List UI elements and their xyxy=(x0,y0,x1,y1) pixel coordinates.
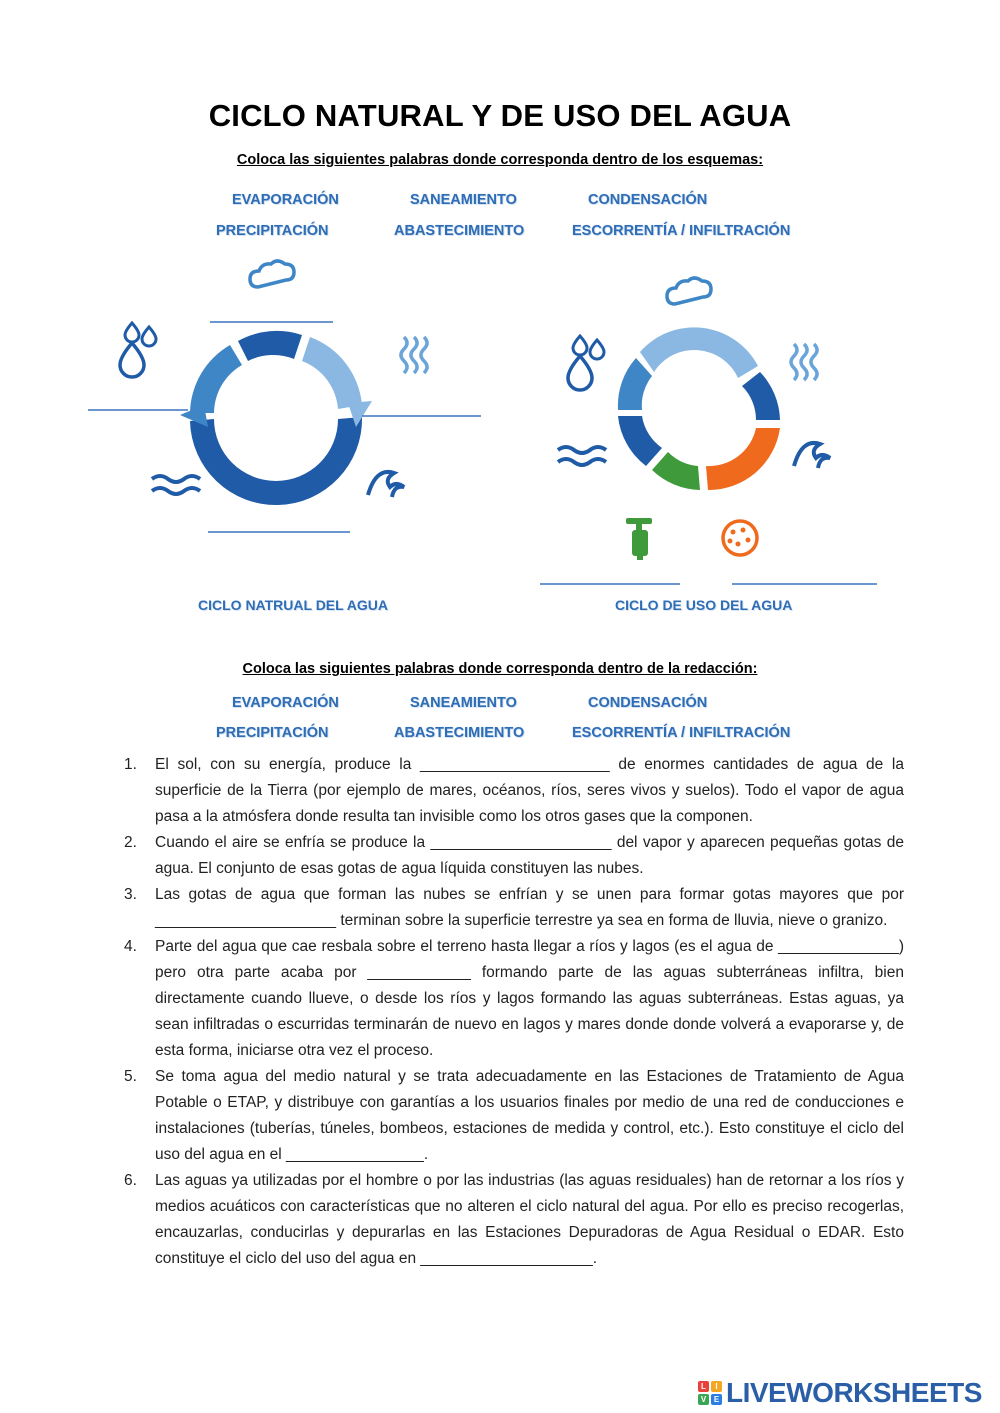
word-saneamiento[interactable]: SANEAMIENTO xyxy=(410,192,517,208)
list-item: 1. El sol, con su energía, produce la ______________________ de enormes cantidades de agua de la superficie de la Tierra (por ejemplo de mares, océanos, ríos, seres vivos y suelos). Todo el vapor de agua pasa a la atmósfera donde resulta tan invisible como los otros gases que la componen. xyxy=(124,756,904,825)
cloud-icon xyxy=(250,261,294,287)
brand-name: LIVEWORKSHEETS xyxy=(726,1377,982,1408)
list-item: 5. Se toma agua del medio natural y se trata adecuadamente en las Estaciones de Tratamiento de Agua Potable o ETAP, y distribuye con garantías a los usuarios finales por medio de una red de conducciones e instalaciones (tuberías, túneles, bombeos, estaciones de medida y control, etc.). Esto constituye el ciclo del uso del agua en el ________________. xyxy=(124,1068,904,1163)
logo-icon: L I V E xyxy=(698,1381,722,1405)
cloud-icon xyxy=(667,278,711,304)
list-item: 3. Las gotas de agua que forman las nubes se enfrían y se unen para formar gotas mayores que por _____________________ terminan sobre la superficie terrestre ya sea en forma de lluvia, nieve o granizo. xyxy=(124,886,904,929)
list-item: 4. Parte del agua que cae resbala sobre el terreno hasta llegar a ríos y lagos (es el agua de ______________) pero otra parte acaba por ____________ formando parte de las aguas subterráneas infiltra, bien directamente cuando llueve, o desde los ríos y lagos formando las aguas subterráneas. Estas aguas, ya sean infiltradas o escurridas terminarán de nuevo en lagos y mares donde donde volverá a evaporarse y, de esta forma, iniciarse otra vez el proceso. xyxy=(124,938,904,1059)
word-escorrentia[interactable]: ESCORRENTÍA / INFILTRACIÓN xyxy=(572,223,791,239)
word-abastecimiento-2[interactable]: ABASTECIMIENTO xyxy=(394,725,525,741)
drops-icon xyxy=(120,323,156,377)
item-text: Parte del agua que cae resbala sobre el terreno hasta llegar a ríos y lagos (es el agua de ______________) pero otra parte acaba por ____________ formando parte de las aguas subterráneas infiltra, bien directamente cuando llueve, o desde los ríos y lagos formando las aguas subterráneas. Estas aguas, ya sean infiltradas o escurridas terminarán de nuevo en lagos y mares donde donde volverá a evaporarse y, de esta forma, iniciarse otra vez el proceso. xyxy=(155,938,904,1059)
vapor-icon xyxy=(791,344,817,380)
natural-cycle-diagram xyxy=(80,255,500,555)
word-precipitacion-2[interactable]: PRECIPITACIÓN xyxy=(216,725,329,741)
word-precipitacion[interactable]: PRECIPITACIÓN xyxy=(216,223,329,239)
item-text: Cuando el aire se enfría se produce la _____________________ del vapor y aparecen pequeñas gotas de agua. El conjunto de esas gotas de agua líquida constituyen las nubes. xyxy=(155,834,904,877)
instruction-text: Coloca las siguientes palabras donde corresponda dentro de la redacción: xyxy=(242,661,758,677)
item-text: Las aguas ya utilizadas por el hombre o por las industrias (las aguas residuales) han de retornar a los ríos y medios acuáticos con características que no alteren el ciclo natural del agua. Por ello es preciso recogerlas, encauzarlas, conducirlas y depurarlas en las Estaciones Depuradoras de Agua Residual o EDAR. Esto constituye el ciclo del uso del agua en ____________________. xyxy=(155,1172,904,1267)
drops-icon xyxy=(568,336,604,390)
instruction-diagrams: Coloca las siguientes palabras donde corresponda dentro de los esquemas: xyxy=(236,152,764,168)
caption-use-cycle: CICLO DE USO DEL AGUA xyxy=(615,597,793,613)
word-escorrentia-2[interactable]: ESCORRENTÍA / INFILTRACIÓN xyxy=(572,725,791,741)
list-item: 2. Cuando el aire se enfría se produce la _____________________ del vapor y aparecen pequeñas gotas de agua. El conjunto de esas gotas de agua líquida constituyen las nubes. xyxy=(124,834,904,877)
exercise-list xyxy=(110,752,904,1272)
waves-icon xyxy=(152,476,200,494)
item-text: Las gotas de agua que forman las nubes se enfrían y se unen para formar gotas mayores que por _____________________ terminan sobre la superficie terrestre ya sea en forma de lluvia, nieve o granizo. xyxy=(155,886,904,929)
caption-natural-cycle: CICLO NATRUAL DEL AGUA xyxy=(198,597,389,613)
vapor-icon xyxy=(401,337,427,373)
cycle-ring xyxy=(180,331,372,505)
word-evaporacion-2[interactable]: EVAPORACIÓN xyxy=(232,695,339,711)
word-condensacion-2[interactable]: CONDENSACIÓN xyxy=(588,695,708,711)
liveworksheets-logo xyxy=(698,1378,982,1408)
word-abastecimiento[interactable]: ABASTECIMIENTO xyxy=(394,223,525,239)
use-cycle-diagram xyxy=(540,270,900,600)
word-condensacion[interactable]: CONDENSACIÓN xyxy=(588,192,708,208)
tap-icon xyxy=(626,518,652,560)
treatment-icon xyxy=(723,521,757,555)
item-text: El sol, con su energía, produce la ______________________ de enormes cantidades de agua de la superficie de la Tierra (por ejemplo de mares, océanos, ríos, seres vivos y suelos). Todo el vapor de agua pasa a la atmósfera donde resulta tan invisible como los otros gases que la componen. xyxy=(155,756,904,825)
word-evaporacion[interactable]: EVAPORACIÓN xyxy=(232,192,339,208)
page-title: CICLO NATURAL Y DE USO DEL AGUA xyxy=(208,98,792,133)
wave-crest-icon xyxy=(794,443,830,468)
waves-icon xyxy=(558,447,606,465)
use-cycle-ring xyxy=(618,327,780,490)
item-text: Se toma agua del medio natural y se trata adecuadamente en las Estaciones de Tratamiento de Agua Potable o ETAP, y distribuye con garantías a los usuarios finales por medio de una red de conducciones e instalaciones (tuberías, túneles, bombeos, estaciones de medida y control, etc.). Esto constituye el ciclo del uso del agua en el ________________. xyxy=(155,1068,904,1163)
word-saneamiento-2[interactable]: SANEAMIENTO xyxy=(410,695,517,711)
wave-crest-icon xyxy=(368,472,404,497)
list-item: 6. Las aguas ya utilizadas por el hombre o por las industrias (las aguas residuales) han de retornar a los ríos y medios acuáticos con características que no alteren el ciclo natural del agua. Por ello es preciso recogerlas, encauzarlas, conducirlas y depurarlas en las Estaciones Depuradoras de Agua Residual o EDAR. Esto constituye el ciclo del uso del agua en ____________________. xyxy=(124,1172,904,1267)
